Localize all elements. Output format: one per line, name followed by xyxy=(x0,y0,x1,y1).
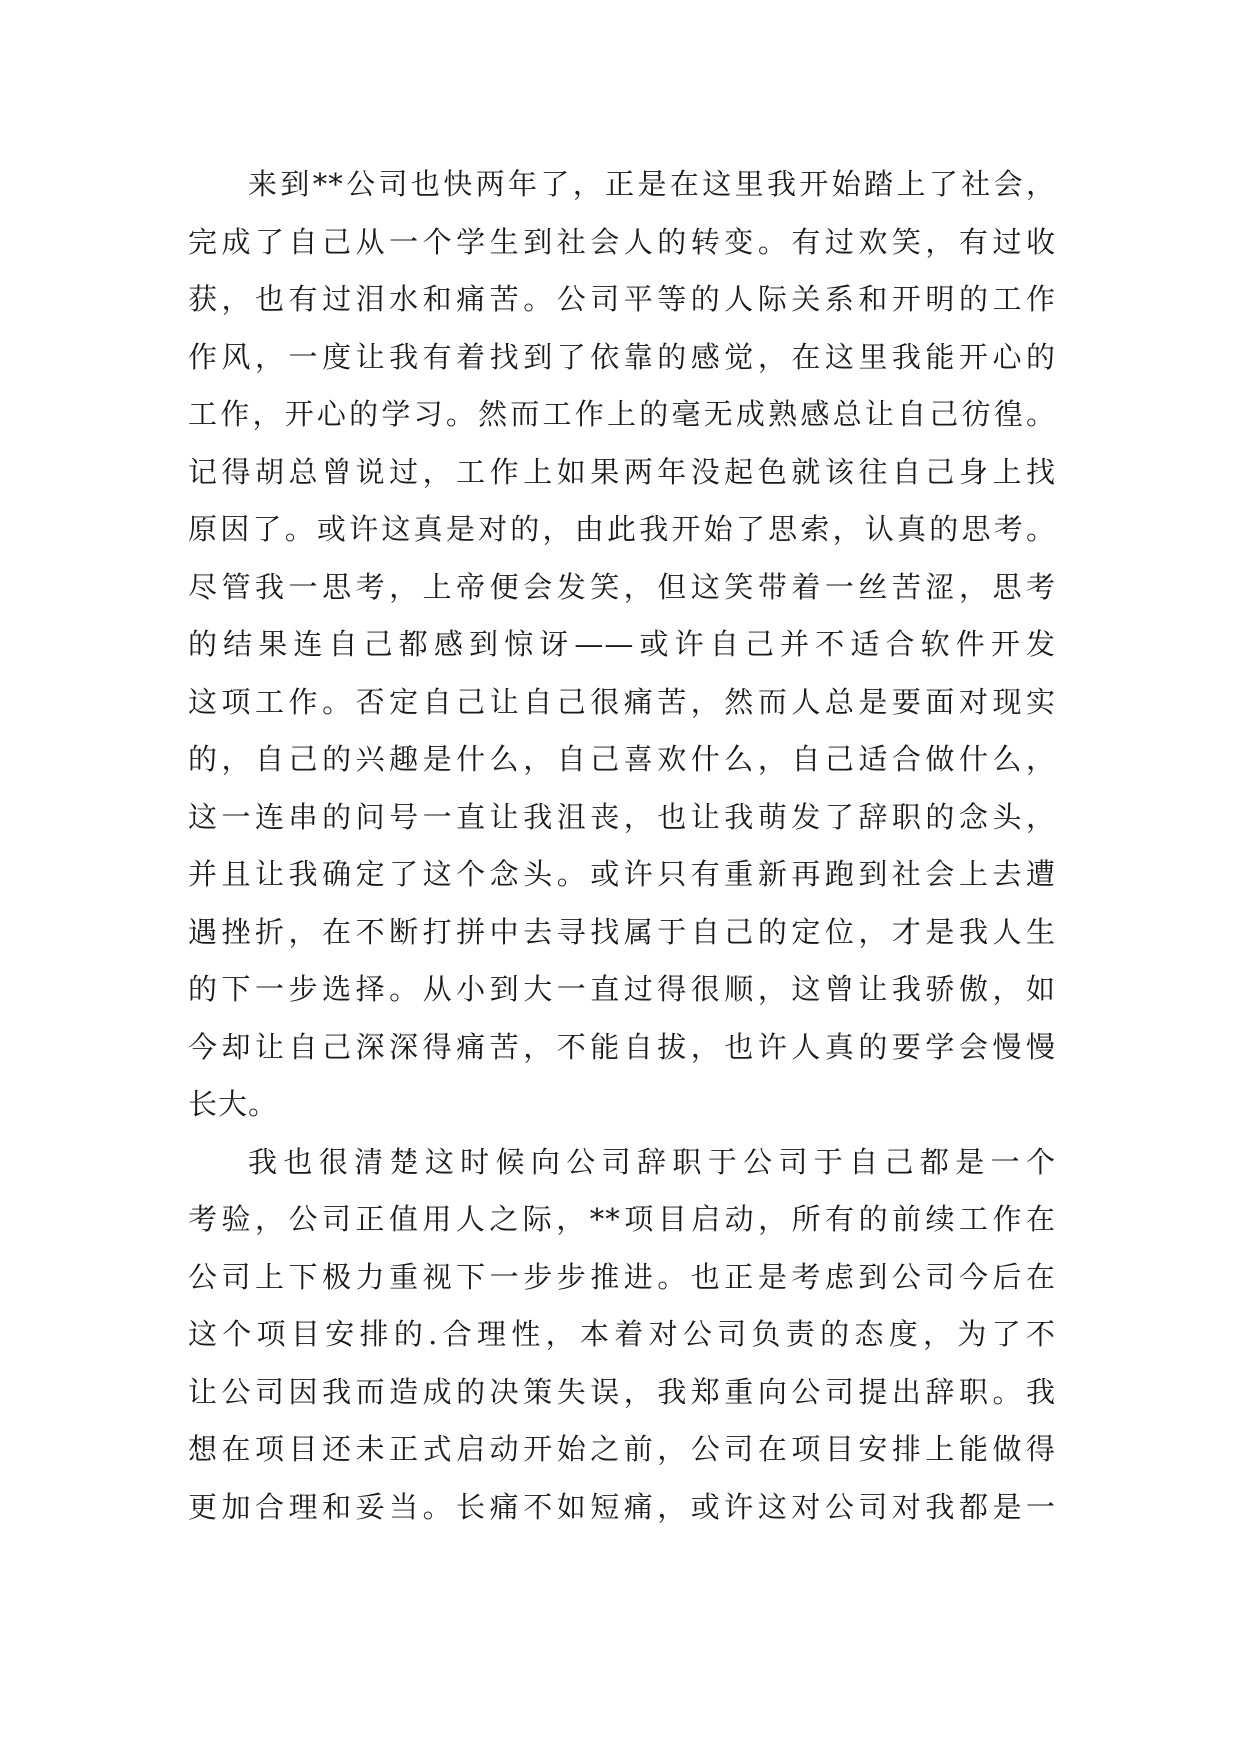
paragraph-line: 我也很清楚这时候向公司辞职于公司于自己都是一个 xyxy=(248,1144,1056,1179)
paragraph-line: 这项工作。否定自己让自己很痛苦，然而人总是要面对现实 xyxy=(188,684,1056,719)
paragraph-line: 更加合理和妥当。长痛不如短痛，或许这对公司对我都是一 xyxy=(188,1489,1056,1524)
paragraph-line: 并且让我确定了这个念头。或许只有重新再跑到社会上去遭 xyxy=(188,857,1056,891)
paragraph-line: 今却让自己深深得痛苦，不能自拔，也许人真的要学会慢慢 xyxy=(188,1029,1056,1064)
document-body xyxy=(188,156,1056,1536)
paragraph-line: 让公司因我而造成的决策失误，我郑重向公司提出辞职。我 xyxy=(188,1374,1056,1409)
paragraph-line: 获，也有过泪水和痛苦。公司平等的人际关系和开明的工作 xyxy=(188,282,1056,316)
paragraph-line: 来到**公司也快两年了，正是在这里我开始踏上了社会， xyxy=(248,167,1056,201)
paragraph-line: 这个项目安排的.合理性，本着对公司负责的态度，为了不 xyxy=(188,1317,1056,1351)
paragraph-line: 这一连串的问号一直让我沮丧，也让我萌发了辞职的念头， xyxy=(188,799,1056,834)
paragraph-line: 想在项目还未正式启动开始之前，公司在项目安排上能做得 xyxy=(188,1432,1056,1466)
paragraph-line: 工作，开心的学习。然而工作上的毫无成熟感总让自己彷徨。 xyxy=(188,397,1056,431)
paragraph-line: 记得胡总曾说过，工作上如果两年没起色就该往自己身上找 xyxy=(188,454,1056,489)
paragraph-2 xyxy=(188,1134,1056,1537)
paragraph-line: 的下一步选择。从小到大一直过得很顺，这曾让我骄傲，如 xyxy=(188,972,1056,1006)
paragraph-line: 遇挫折，在不断打拼中去寻找属于自己的定位，才是我人生 xyxy=(188,914,1056,949)
paragraph-line: 原因了。或许这真是对的，由此我开始了思索，认真的思考。 xyxy=(188,512,1056,546)
paragraph-line: 作风，一度让我有着找到了依靠的感觉，在这里我能开心的 xyxy=(188,339,1056,374)
paragraph-line: 的结果连自己都感到惊讶——或许自己并不适合软件开发 xyxy=(188,627,1056,661)
paragraph-line: 尽管我一思考，上帝便会发笑，但这笑带着一丝苦涩，思考 xyxy=(188,569,1056,604)
paragraph-line: 完成了自己从一个学生到社会人的转变。有过欢笑，有过收 xyxy=(188,224,1056,259)
paragraph-1 xyxy=(188,156,1056,1134)
paragraph-line: 的，自己的兴趣是什么，自己喜欢什么，自己适合做什么， xyxy=(188,742,1056,776)
paragraph-line: 长大。 xyxy=(188,1087,279,1121)
paragraph-line: 考验，公司正值用人之际，**项目启动，所有的前续工作在 xyxy=(188,1202,1056,1236)
paragraph-line: 公司上下极力重视下一步步推进。也正是考虑到公司今后在 xyxy=(188,1259,1056,1294)
